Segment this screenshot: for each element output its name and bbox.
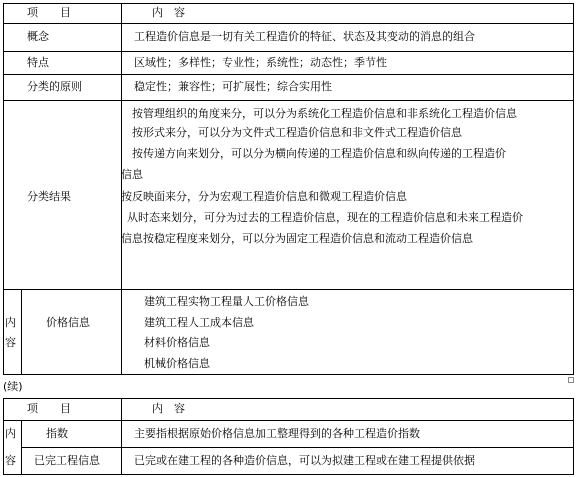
group-label-bottom: 容: [5, 336, 16, 349]
page-marker: [568, 377, 574, 383]
header-item: 项 目: [27, 6, 71, 19]
row-content-concept: 工程造价信息是一切有关工程造价的特征、状态及其变动的消息的组合: [134, 30, 475, 43]
price-info-line: 材料价格信息: [144, 336, 210, 349]
row-label-features: 特点: [27, 56, 49, 69]
result-line: 按反映面来分，分为宏观工程造价信息和微观工程造价信息: [121, 190, 407, 203]
row-content-completed: 已完或在建工程的各种造价信息，可以为拟建工程或在建工程提供依据: [134, 454, 475, 467]
header-content: 内 容: [152, 6, 185, 19]
group-label-top: 内: [5, 316, 16, 329]
row-label-principles: 分类的原则: [27, 80, 82, 93]
result-line: 从时态来划分，可分为过去的工程造价信息，现在的工程造价信息和未来工程造价: [127, 211, 523, 224]
continued-label: (续): [3, 380, 23, 393]
row-content-features: 区域性；多样性；专业性；系统性；动态性；季节性: [134, 56, 387, 69]
price-info-line: 建筑工程人工成本信息: [144, 316, 254, 329]
row-label-price-info: 价格信息: [46, 316, 90, 329]
row-label-index: 指数: [46, 427, 68, 440]
header-item-2: 项 目: [27, 402, 71, 415]
result-line: 按管理组织的角度来分，可以分为系统化工程造价信息和非系统化工程造价信息: [132, 107, 517, 120]
row-content-principles: 稳定性；兼容性；可扩展性；综合实用性: [134, 80, 332, 93]
price-info-line: 建筑工程实物工程量人工价格信息: [144, 295, 309, 308]
result-line: 按形式来分，可以分为文件式工程造价信息和非文件式工程造价信息: [132, 126, 462, 139]
result-line: 信息按稳定程度来划分，可以分为固定工程造价信息和流动工程造价信息: [121, 232, 473, 245]
row-label-completed: 已完工程信息: [34, 454, 100, 467]
row-content-index: 主要指根据原始价格信息加工整理得到的各种工程造价指数: [134, 427, 420, 440]
price-info-line: 机械价格信息: [144, 357, 210, 370]
row-label-concept: 概念: [27, 30, 49, 43]
group-label-bottom-2: 容: [5, 454, 16, 467]
result-line: 按传递方向来划分，可以分为横向传递的工程造价信息和纵向传递的工程造价: [132, 147, 506, 160]
row-label-results: 分类结果: [27, 190, 71, 203]
result-line: 信息: [121, 168, 143, 181]
header-content-2: 内 容: [152, 402, 185, 415]
group-label-top-2: 内: [5, 427, 16, 440]
